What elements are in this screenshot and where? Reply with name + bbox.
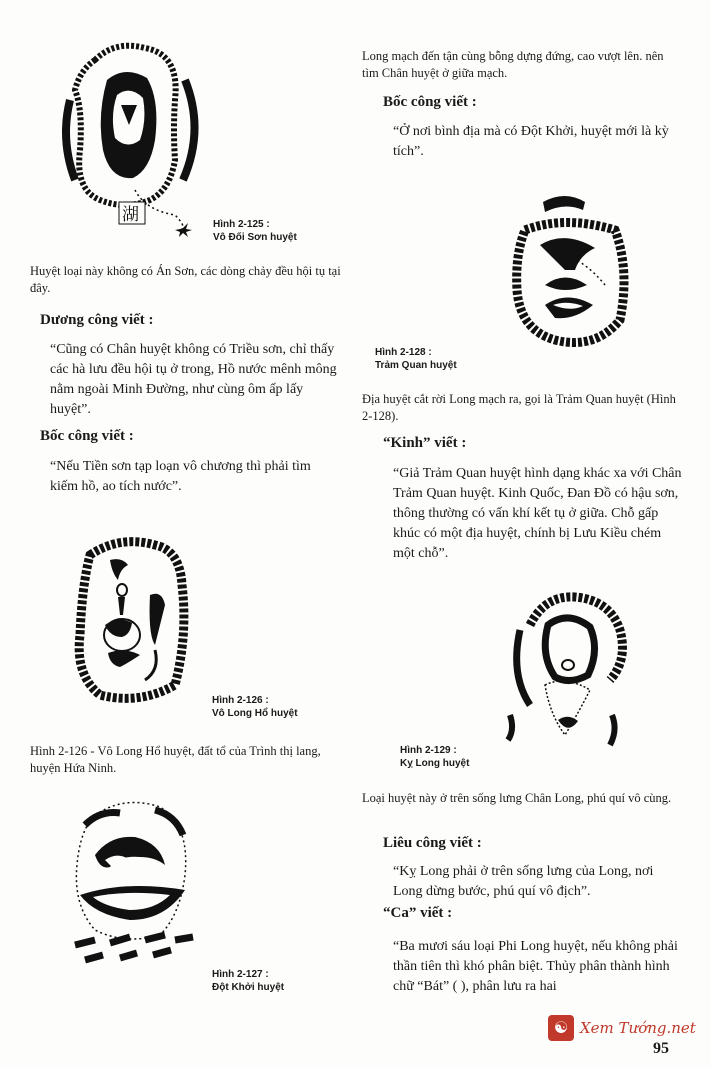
figure-2-125-illustration [55, 40, 215, 240]
figure-number: Hình 2-126 : [212, 695, 269, 706]
figure-2-129-caption [400, 744, 540, 770]
paragraph: Huyệt loại này không có Án Sơn, các dòng chảy đều hội tụ tại đây. [30, 264, 341, 295]
figure-title: Đột Khởi huyệt [212, 982, 285, 993]
figure-2-125-caption [213, 218, 353, 244]
figure-2-128-illustration [495, 190, 640, 355]
figure-2-127-illustration [65, 795, 205, 985]
figure-title: Kỵ Long huyệt [400, 758, 470, 769]
paragraph: Long mạch đến tận cùng bỗng dựng đứng, cao vượt lên. nên tìm Chân huyệt ở giữa mạch. [362, 49, 664, 80]
figure-number: Hình 2-128 : [375, 347, 432, 358]
quote-block: “Giả Trảm Quan huyệt hình dạng khác xa với Chân Trảm Quan huyệt. Kinh Quốc, Đan Đồ có hậu sơn, thông thường có vấn khí kết tụ ở giữa. Chỗ gấp khúc có một địa huyệt, chính bị Lưu Kiều chém một chỗ”. [393, 466, 682, 561]
page-number: 95 [653, 1040, 669, 1057]
section-heading: Bốc công viết : [383, 94, 477, 110]
figure-number: Hình 2-125 : [213, 219, 270, 230]
paragraph: Địa huyệt cắt rời Long mạch ra, gọi là Trảm Quan huyệt (Hình 2-128). [362, 392, 676, 423]
section-heading: Dương công viết : [40, 312, 154, 328]
watermark-text: Xem Tướng.net [580, 1019, 696, 1037]
figure-2-126-caption [212, 694, 352, 720]
quote-block: “Cũng có Chân huyệt không có Triều sơn, chỉ thấy các hà lưu đều hội tụ ở trong, Hồ nước mênh mông nằm ngoài Minh Đường, như cùng ôm ấp lấy huyệt”. [50, 342, 337, 417]
figure-title: Vô Đối Sơn huyệt [213, 232, 297, 243]
section-heading: “Ca” viết : [383, 905, 453, 921]
figure-2-126-illustration [70, 535, 200, 710]
figure-2-129-illustration [500, 585, 635, 770]
quote-block: “Ba mươi sáu loại Phi Long huyệt, nếu không phải thần tiên thì khó phân biệt. Thủy phân thành hình chữ “Bát” ( ), phân lưu ra hai [393, 939, 678, 994]
figure-2-127-caption [212, 968, 352, 994]
figure-2-128-caption [375, 346, 515, 372]
figure-title: Trảm Quan huyệt [375, 360, 457, 371]
figure-title: Vô Long Hổ huyệt [212, 708, 298, 719]
section-heading: Liêu công viết : [383, 835, 482, 851]
figure-number: Hình 2-129 : [400, 745, 457, 756]
figure-number: Hình 2-127 : [212, 969, 269, 980]
quote-block: “Nếu Tiền sơn tạp loạn vô chương thì phải tìm kiếm hồ, ao tích nước”. [50, 459, 311, 494]
quote-block: “Ở nơi bình địa mà có Đột Khởi, huyệt mới là kỳ tích”. [393, 124, 669, 159]
quote-block: “Kỵ Long phải ở trên sống lưng của Long, nơi Long dừng bước, phú quí vô địch”. [393, 864, 654, 899]
section-heading: “Kinh” viết : [383, 435, 467, 451]
watermark [548, 1015, 696, 1041]
lake-symbol: 湖 [122, 205, 139, 225]
paragraph: Loại huyệt này ở trên sống lưng Chân Long, phú quí vô cùng. [362, 791, 672, 805]
paragraph: Hình 2-126 - Vô Long Hổ huyệt, đất tổ của Trình thị lang, huyện Hứa Ninh. [30, 744, 321, 775]
yin-yang-icon: ☯ [548, 1015, 574, 1041]
section-heading: Bốc công viết : [40, 428, 134, 444]
